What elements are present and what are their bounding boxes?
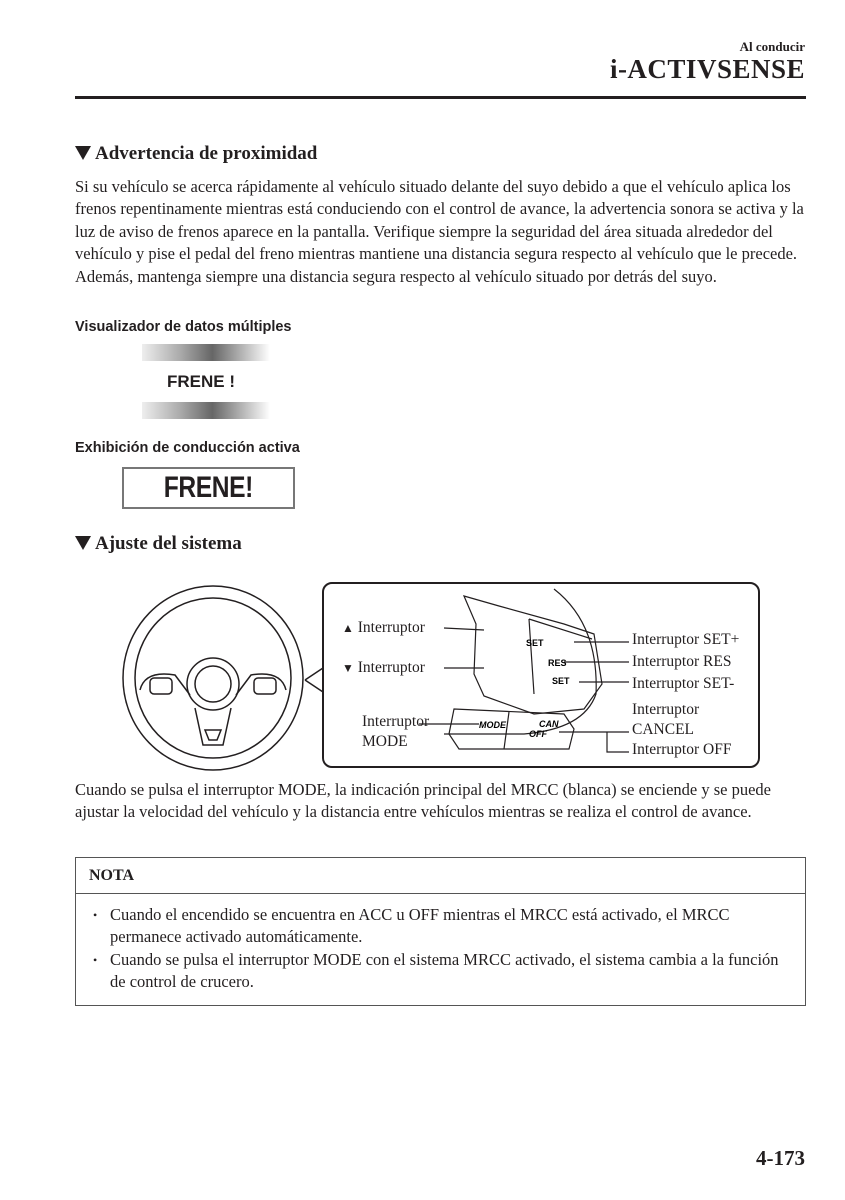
adjust-paragraph: Cuando se pulsa el interruptor MODE, la indicación principal del MRCC (blanca) se enciende y se puede ajustar la velocidad del vehículo y la distancia entre vehículos mientras se realiza el control de avance.	[75, 780, 772, 822]
page-number: 4-173	[756, 1146, 805, 1170]
display2-label: Exhibición de conducción activa	[75, 440, 300, 456]
btn-can-label: CAN	[539, 719, 559, 729]
heading-proximity: Advertencia de proximidad	[75, 143, 317, 165]
label-off: Interruptor OFF	[632, 741, 732, 758]
section-label: Al conducir	[739, 39, 805, 54]
note-title: NOTA	[76, 858, 805, 894]
label-cancel: Interruptor CANCEL	[632, 701, 700, 738]
triangle-down-icon	[75, 536, 91, 550]
display2-box	[122, 467, 295, 509]
display1-text: FRENE !	[167, 372, 235, 391]
btn-mode-label: MODE	[479, 720, 506, 730]
switch-diagram	[322, 582, 760, 768]
btn-set-plus-label: SET	[526, 638, 544, 648]
triangle-down-icon	[75, 146, 91, 160]
display2-text: FRENE!	[163, 471, 254, 504]
display1-label: Visualizador de datos múltiples	[75, 319, 292, 335]
label-down-switch: ▼ Interruptor	[342, 659, 425, 676]
display-bar-top	[142, 344, 270, 361]
page-title: i-ACTIVSENSE	[609, 54, 805, 84]
label-setminus: Interruptor SET-	[632, 675, 735, 692]
steering-wheel-illustration	[115, 580, 330, 775]
header-rule	[75, 96, 806, 99]
heading-adjust: Ajuste del sistema	[75, 533, 242, 555]
label-setplus: Interruptor SET+	[632, 631, 740, 648]
btn-res-label: RES	[548, 658, 567, 668]
label-up-switch: ▲ Interruptor	[342, 619, 425, 636]
display-bar-bottom	[142, 402, 270, 419]
note-box	[75, 857, 806, 1006]
btn-off-label: OFF	[529, 729, 547, 739]
label-mode-switch: Interruptor MODE	[362, 713, 430, 750]
note-item: • Cuando se pulsa el interruptor MODE con el sistema MRCC activado, el sistema cambia a la función de control de crucero.	[76, 949, 805, 994]
proximity-paragraph: Si su vehículo se acerca rápidamente al vehículo situado delante del suyo debido a que el vehículo aplica los frenos repentinamente mientras está conduciendo con el control de avance, la advertencia sonora se activa y la luz de aviso de frenos aparece en la pantalla. Verifique siempre la seguridad del área situada alrededor del vehículo y pise el pedal del freno mientras mantiene una distancia segura respecto al vehículo que le precede. Además, mantenga siempre una distancia segura respecto al vehículo situado por detrás del suyo.	[75, 177, 804, 286]
btn-set-minus-label: SET	[552, 676, 570, 686]
note-item: • Cuando el encendido se encuentra en ACC u OFF mientras el MRCC está activado, el MRCC permanece activado automáticamente.	[76, 904, 805, 949]
label-res: Interruptor RES	[632, 653, 732, 670]
